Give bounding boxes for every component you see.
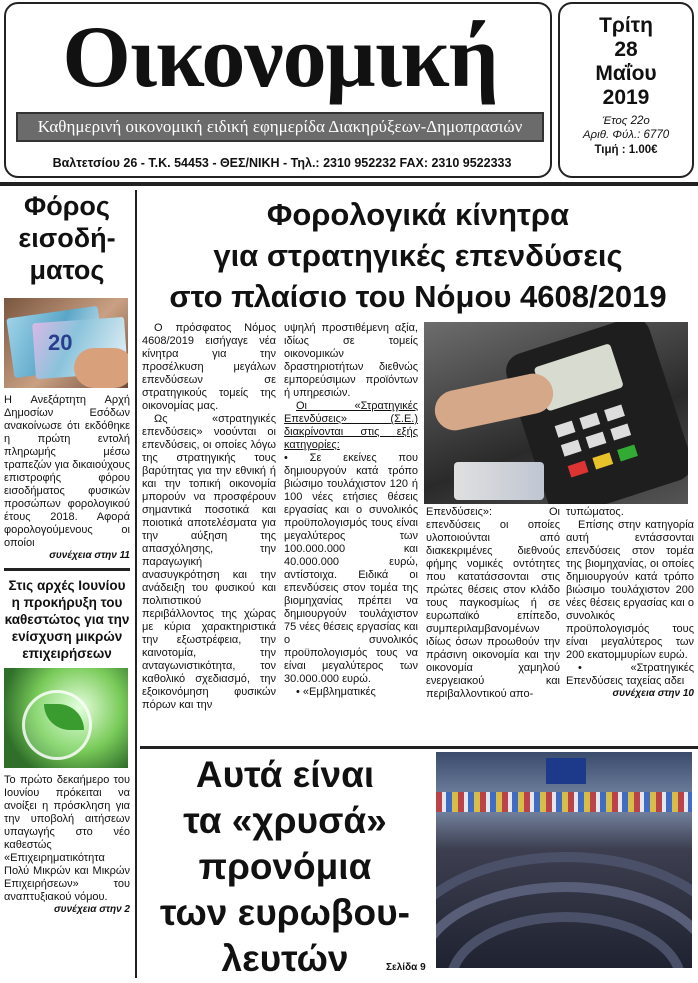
- bottom-headline-line1: Αυτά είναι: [195, 754, 375, 795]
- article-paragraph: Ως «στρατηγικές επενδύσεις» νοούνται οι επενδύσεις, οι οποίες λόγω της στρατηγικής τους βαρύτητας για την εθνική ή και την τοπική οικονομία μπορούν να προσφέρουν σημαντικά ποσοτικά και ποιοτικά αποτελέσματα για την αύξηση της απασχόλησης, την παραγωγική ανασυγκρότηση και την ανάδειξη του φυσικού και πολιτιστικού περιβάλλοντος της χώρας με κύρια χαρακτηριστικά την εξωστρέφεια, την καινοτομία, την ανταγωνιστικότητα, τον καθολικό σχεδιασμό, την εξοικονόμηση φυσικών πόρων και την: [142, 413, 276, 711]
- year: 2019: [602, 86, 650, 109]
- story2-continued: συνέχεια στην 2: [54, 904, 130, 915]
- article-paragraph: Επενδύσεις»: Οι επενδύσεις οι οποίες υλοποιούνται από διακεκριμένες διεθνούς φήμης νομικές οντότητες που κατατάσσονται στις πρώτες θέσεις στον κλάδο τους παγκοσμίως ή σε ευρωπαϊκό επίπεδο, συμπεριλαμβανομένων ιδίως όσων προωθούν την πράσινη οικονομία και την οικονομία χαμηλού ενεργειακού και περιβαλλοντικού απο-: [426, 506, 560, 700]
- bottom-headline: [142, 752, 428, 979]
- price: Τιμή : 1.00€: [594, 144, 658, 156]
- article-column-3: [426, 506, 560, 742]
- card-terminal-photo: [424, 322, 688, 504]
- header-rule: [0, 182, 698, 186]
- article-subheading: Οι «Στρατηγικές Επενδύσεις» (Σ.Ε.) διακρίνονται στις εξής κατηγορίες:: [284, 400, 418, 451]
- bottom-headline-line2: τα «χρυσά»: [183, 800, 387, 841]
- article-paragraph: • «Εμβληματικές: [296, 686, 376, 698]
- euro-banknote-photo: [4, 298, 128, 388]
- banknote-20-icon: 20: [48, 330, 73, 355]
- section-rule: [140, 746, 698, 749]
- weekday: Τρίτη: [599, 14, 653, 37]
- parliament-photo: [436, 752, 692, 968]
- article-column-4: [566, 506, 694, 742]
- left-divider: [4, 568, 130, 571]
- story2-headline: Στις αρχές Ιουνίου η προκήρυξη του καθεστώτος για την ενίσχυση μικρών επιχειρήσεων: [4, 578, 130, 661]
- story1-body: Η Ανεξάρτητη Αρχή Δημοσίων Εσόδων ανακοίνωσε ότι εκδόθηκε η πρώτη εντολή πληρωμής μέσω τραπεζών για δικαιούχους επιστροφής φόρου εισοδήματος φυσικών προσώπων φορολογικού έτους 2018. Αφορά φορολογούμενους οι οποίοι: [4, 394, 130, 549]
- article-paragraph: Ο πρόσφατος Νόμος 4608/2019 εισήγαγε νέα κίνητρα για την προσέλκυση μεγάλων επενδύσεων σε στρατηγικούς τομείς της οικονομίας μας.: [142, 322, 276, 412]
- article-paragraph: υψηλή προστιθέμενη αξία, ιδίως σε τομείς οικονομικών δραστηριοτήτων διεθνώς εμπορεύσιμων προϊόντων ή υπηρεσιών.: [284, 322, 418, 399]
- day: 28: [614, 38, 638, 61]
- story1-headline: Φόρος εισοδή- ματος: [18, 191, 116, 285]
- article-column-1: [142, 322, 276, 742]
- main-headline-line3: στο πλαίσιο του Νόμου 4608/2019: [169, 279, 667, 314]
- masthead: [4, 2, 552, 178]
- bottom-headline-line4: των ευρωβου-: [160, 892, 410, 933]
- page-reference: Σελίδα 9: [386, 962, 426, 973]
- newspaper-address: Βαλτετσίου 26 - Τ.Κ. 54453 - ΘΕΣ/ΝΙΚΗ - Τηλ.: 2310 952232 FAX: 2310 9522333: [52, 156, 512, 170]
- month: Μαΐου: [595, 62, 657, 85]
- article-column-2: [284, 322, 418, 742]
- plant-light-bulb-photo: [4, 668, 128, 768]
- main-headline: [142, 194, 694, 320]
- article-paragraph: τυπώματος.: [566, 506, 624, 518]
- article-continued: συνέχεια στην 10: [612, 688, 694, 699]
- eu-flag-icon: [546, 758, 586, 784]
- article-paragraph: Επίσης στην κατηγορία αυτή εντάσσονται επενδύσεις στον τομέα της βιομηχανίας, οι οποίες δημιουργούν κατά τρόπο βιώσιμο τουλάχιστον 200 νέες θέσεις εργασίας και ο συνολικός προϋπολογισμός τους είναι μεγαλύτερος των 200 εκατομμυρίων ευρώ.: [566, 519, 694, 661]
- volume: Έτος 22ο: [602, 115, 650, 127]
- newspaper-title: Οικονομική: [62, 10, 498, 106]
- credit-card-icon: [454, 462, 544, 500]
- column-divider: [135, 190, 137, 978]
- article-paragraph: • «Στρατηγικές Επενδύσεις ταχείας αδει: [566, 662, 694, 687]
- story2-body: Το πρώτο δεκαήμερο του Ιουνίου πρόκειται να ανοίξει η πρόσκληση για την υποβολή αιτήσεων υπαγωγής στο νέο καθεστώς «Επιχειρηματικότητα Πολύ Μικρών και Μικρών Επιχειρήσεων» του αναπτυξιακού νόμου.: [4, 774, 130, 903]
- flags-row-icon: [436, 792, 692, 812]
- article-paragraph: • Σε εκείνες που δημιουργούν κατά τρόπο βιώσιμο τουλάχιστον 120 ή 100 νέες ετήσιες θέσεις εργασίας και ο συνολικός προϋπολογισμός τους είναι μεγαλύτερος των 100.000.000 και 40.000.000 ευρώ, αντίστοιχα. Ειδικά οι επενδύσεις στον τομέα της βιομηχανίας πρέπει να δημιουργούν τουλάχιστον 75 νέες θέσεις εργασίας και ο συνολικός προϋπολογισμός τους να είναι μεγαλύτερος των 30.000.000 ευρώ.: [284, 452, 418, 685]
- date-box: [558, 2, 694, 178]
- main-headline-line2: για στρατηγικές επενδύσεις: [213, 238, 623, 273]
- bottom-headline-line5: λευτών: [221, 938, 349, 979]
- bottom-headline-line3: προνόμια: [198, 846, 372, 887]
- main-headline-line1: Φορολογικά κίνητρα: [266, 197, 570, 232]
- left-column: [4, 190, 130, 978]
- newspaper-subtitle: Καθημερινή οικονομική ειδική εφημερίδα Διακηρύξεων-Δημοπρασιών: [16, 112, 544, 142]
- story1-continued: συνέχεια στην 11: [49, 550, 130, 561]
- issue-number: Αριθ. Φύλ.: 6770: [582, 129, 670, 141]
